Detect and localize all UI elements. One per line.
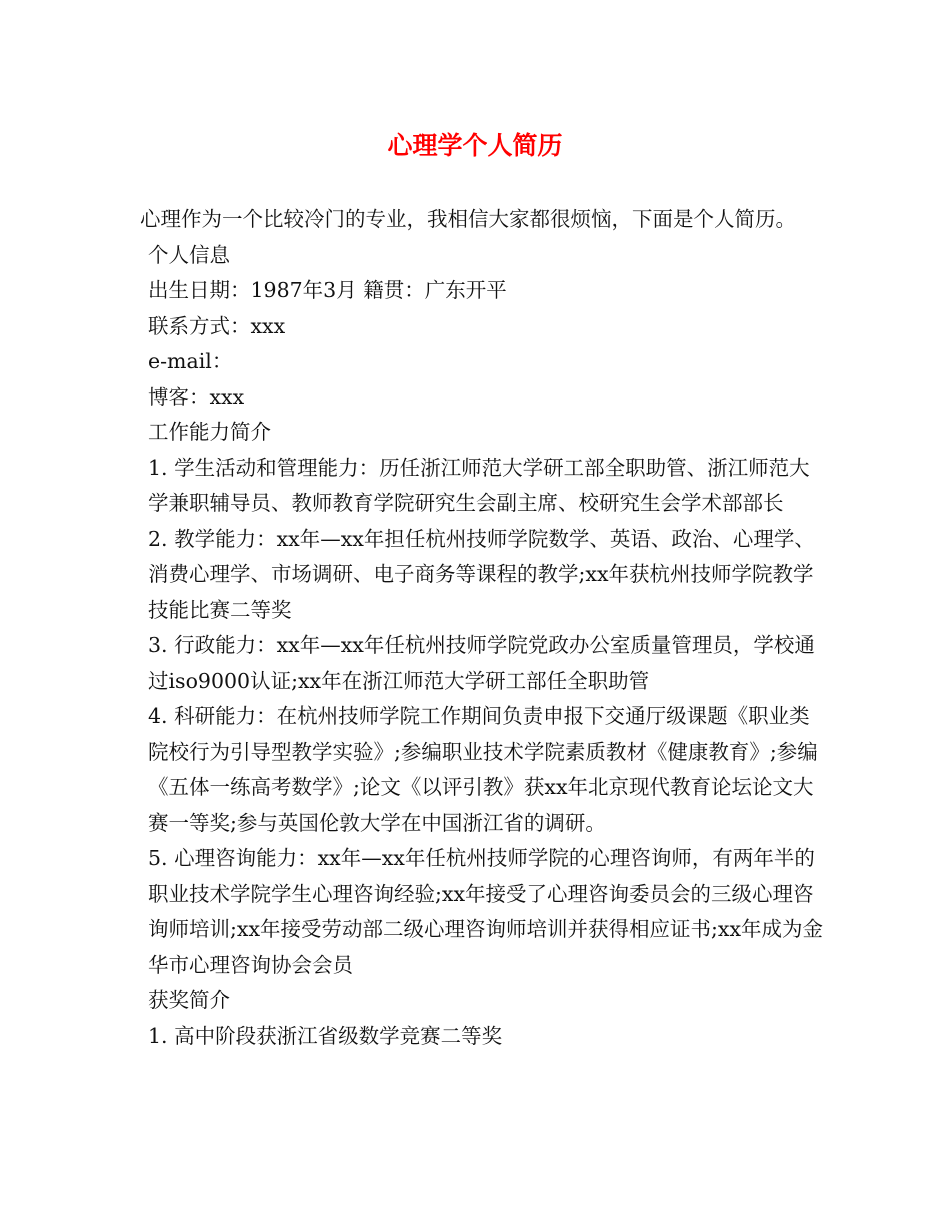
awards-heading: 获奖简介 [148, 988, 230, 1012]
work-ability-item: 4. 科研能力：在杭州技师学院工作期间负责申报下交通厅级课题《职业类院校行为引导型教学实验》;参编职业技术学院素质教材《健康教育》;参编《五体一练高考数学》;论文《以评引教》获xx年北京现代教育论坛论文大赛一等奖;参与英国伦敦大学在中国浙江省的调研。 [148, 704, 818, 835]
document-body [140, 202, 830, 1054]
work-ability-item: 2. 教学能力：xx年—xx年担任杭州技师学院数学、英语、政治、心理学、消费心理学、市场调研、电子商务等课程的教学;xx年获杭州技师学院教学技能比赛二等奖 [148, 526, 815, 622]
award-item: 1. 高中阶段获浙江省级数学竞赛二等奖 [148, 1023, 503, 1048]
work-ability-item: 3. 行政能力：xx年—xx年任杭州技师学院党政办公室质量管理员，学校通过iso9000认证;xx年在浙江师范大学研工部任全职助管 [148, 633, 815, 693]
intro-paragraph: 心理作为一个比较冷门的专业，我相信大家都很烦恼，下面是个人简历。 [140, 207, 796, 231]
work-ability-item: 5. 心理咨询能力：xx年—xx年任杭州技师学院的心理咨询师，有两年半的职业技术学院学生心理咨询经验;xx年接受了心理咨询委员会的三级心理咨询师培训;xx年接受劳动部二级心理咨询师培训并获得相应证书;xx年成为金华市心理咨询协会会员 [148, 846, 824, 977]
work-ability-item: 1. 学生活动和管理能力：历任浙江师范大学研工部全职助管、浙江师范大学兼职辅导员、教师教育学院研究生会副主席、校研究生会学术部部长 [148, 455, 810, 515]
birth-info: 出生日期：1987年3月 籍贯：广东开平 [148, 278, 507, 302]
personal-info-heading: 个人信息 [148, 242, 230, 267]
work-ability-heading: 工作能力简介 [148, 420, 271, 444]
blog-info: 博客：xxx [148, 384, 245, 409]
contact-info: 联系方式：xxx [148, 313, 286, 338]
document-title: 心理学个人简历 [387, 131, 563, 160]
email-info: e-mail： [148, 349, 233, 373]
